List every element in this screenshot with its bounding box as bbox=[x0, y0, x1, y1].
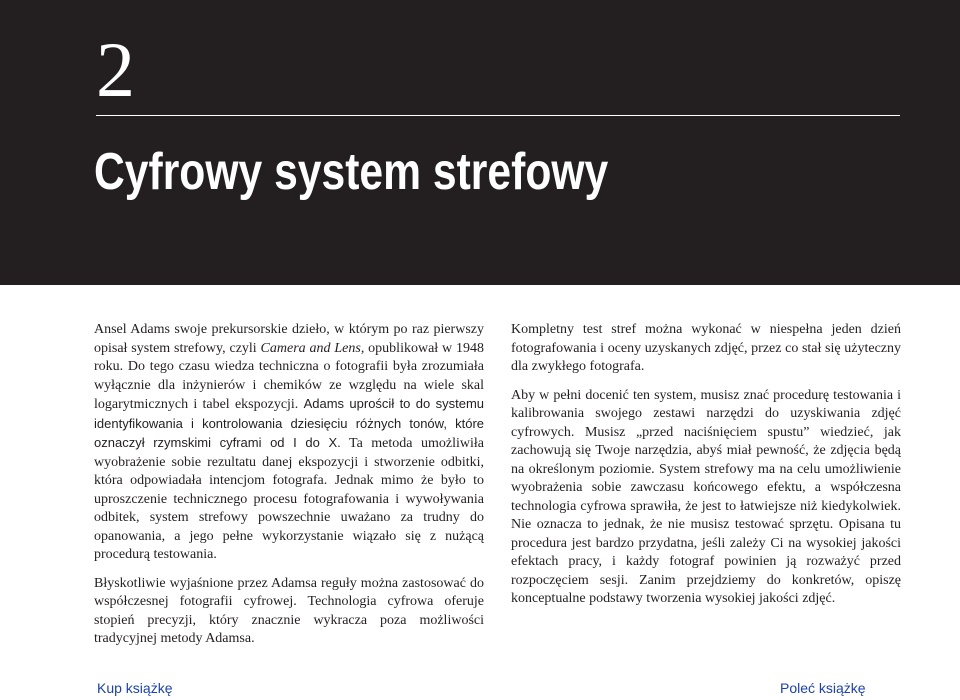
paragraph-text: Ansel Adams swoje prekursorskie dzieło, w którym po raz pierwszy opisał system strefowy, czyli bbox=[94, 322, 484, 356]
paragraph: Aby w pełni docenić ten system, musisz znać procedurę testowania i kalibrowania swojego zestawi narzędzi do uzyskiwania zdjęć cyfrowych. Musisz „przed naciśnięciem spustu” wiedzieć, jak zachowują się Twoje narzędzia, abyś miał pewność, że zdjęcia będą na określonym poziomie. System strefowy ma na celu umożliwienie wyobrażenia sobie zawczasu końcowego efektu, a współczesna technologia cyfrowa sprawiła, że jest to łatwiejsze niż kiedykolwiek. Nie oznacza to jednak, że nie musisz testować sprzętu. Opisana tu procedura jest bardzo przydatna, jeśli zależy Ci na wysokiej jakości efektach pracy, i każdy fotograf powinien ją rozważyć przed rozpoczęciem sesji. Zanim przejdziemy do konkretów, opiszę konceptualne podstawy tworzenia wysokiej jakości zdjęć. bbox=[511, 387, 901, 606]
buy-book-link[interactable]: Kup książkę bbox=[97, 680, 173, 696]
recommend-book-link[interactable]: Poleć książkę bbox=[780, 680, 866, 696]
chapter-header-band bbox=[0, 0, 960, 285]
right-text-column bbox=[511, 321, 901, 619]
left-text-column bbox=[94, 321, 484, 659]
header-rule bbox=[96, 115, 900, 116]
paragraph-text: , opublikował w 1948 roku. Do tego czasu wiedza techniczna o fotografii była zrozumiała wyłącznie dla inżynierów i chemików ze względu na wiele skal logarytmicznych i tabel ekspozycji. bbox=[94, 340, 484, 412]
paragraph bbox=[94, 321, 484, 565]
paragraph-text: Ta metoda umożliwiła wyobrażenie sobie rezultatu danej ekspozycji i stworzenie odbitki, która odpowiadała intencjom fotografa. Jednak mimo że było to uproszczenie technicznego procesu fotografowania i wywoływania odbitek, system strefowy powszechnie uważano za trudny do opanowania, a jego pełne wykorzystanie wiązało się z nużącą procedurą testowania. bbox=[94, 436, 484, 562]
chapter-number: 2 bbox=[96, 26, 135, 113]
chapter-title: Cyfrowy system strefowy bbox=[94, 143, 609, 201]
paragraph-text-sans: Adams uprościł to do systemu identyfikowania i kontrolowania dziesięciu różnych tonów, które oznaczył rzymskimi cyframi od I do X. bbox=[94, 396, 485, 450]
paragraph: Kompletny test stref można wykonać w niespełna jeden dzień fotografowania i oceny uzyskanych zdjęć, przez co stał się użyteczny dla zwykłego fotografa. bbox=[511, 322, 901, 374]
book-title-italic: Camera and Lens bbox=[260, 340, 361, 356]
paragraph: Błyskotliwie wyjaśnione przez Adamsa reguły można zastosować do współczesnej fotografii cyfrowej. Technologia cyfrowa oferuje stopień precyzji, który znacznie wykracza poza możliwości tradycyjnej metody Adamsa. bbox=[94, 575, 484, 646]
